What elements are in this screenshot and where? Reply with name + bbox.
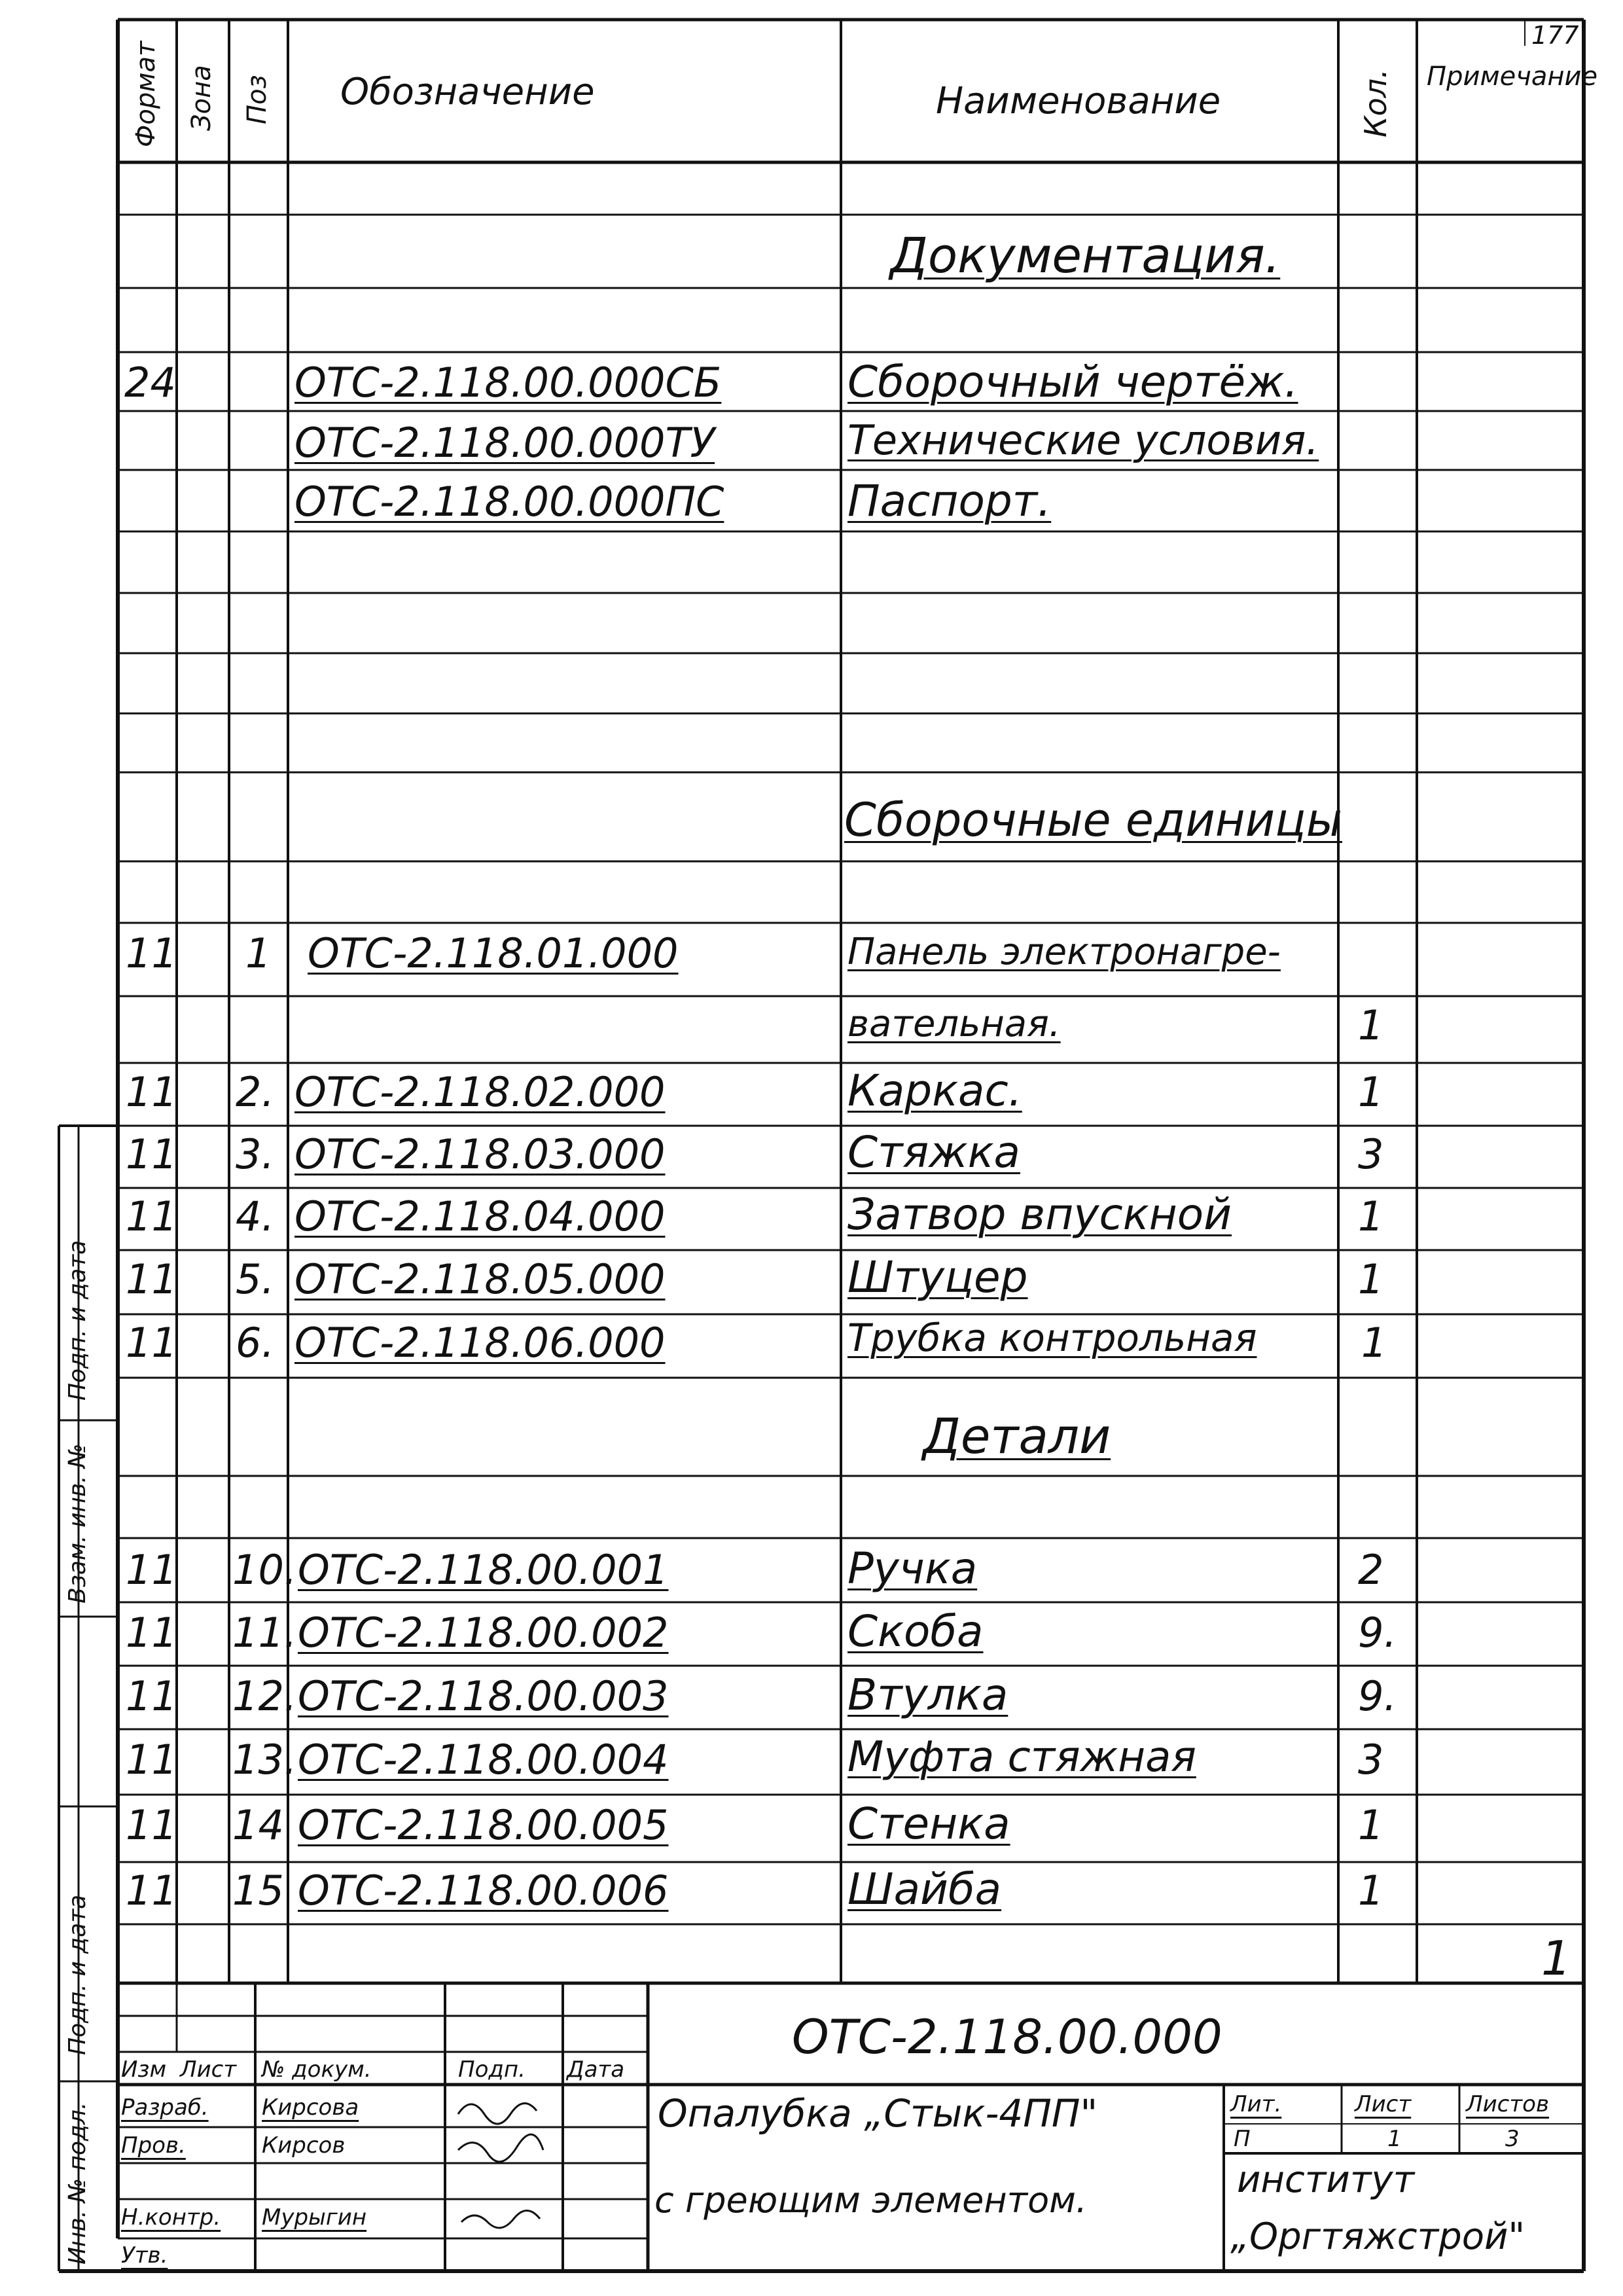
row-pos: 1	[245, 929, 272, 977]
row-format: 11	[126, 1736, 177, 1784]
row-qty: 1	[1358, 1193, 1384, 1240]
row-name: Затвор впускной	[847, 1189, 1232, 1240]
row-name: Каркас.	[847, 1066, 1022, 1116]
row-qty: 3	[1358, 1130, 1384, 1178]
row-pos: 2.	[236, 1068, 275, 1116]
doc-row-format: 24	[124, 359, 176, 406]
row-name: Ручка	[847, 1543, 978, 1594]
tb-role-utv: Утв.	[121, 2242, 168, 2269]
row-designation: ОТС-2.118.00.002	[298, 1609, 669, 1657]
header-format: Формат	[131, 41, 161, 147]
tb-col-ndok: № докум.	[262, 2056, 372, 2083]
header-designation: Обозначение	[340, 71, 595, 113]
signature-marks	[452, 2088, 556, 2238]
row-name: Штуцер	[847, 1252, 1028, 1302]
section-parts: Детали	[923, 1408, 1111, 1465]
row-name: Скоба	[847, 1606, 984, 1657]
row-qty: 2	[1358, 1546, 1384, 1594]
tb-col-data: Дата	[567, 2056, 625, 2083]
row-name: Муфта стяжная	[847, 1733, 1196, 1782]
side-stamp-replace-inv: Взам. инв. №	[64, 1443, 91, 1604]
doc-row-name: Сборочный чертёж.	[847, 357, 1298, 407]
row-name: Втулка	[847, 1670, 1008, 1720]
row-designation: ОТС-2.118.00.005	[298, 1801, 669, 1849]
header-note: Примечание	[1427, 62, 1598, 92]
tb-sheets-value: 3	[1505, 2126, 1520, 2152]
tb-lit-value: П	[1234, 2126, 1251, 2152]
row-qty: 1	[1361, 1319, 1387, 1367]
header-name: Наименование	[936, 80, 1221, 122]
row-designation: ОТС-2.118.00.004	[298, 1736, 669, 1784]
title-doc-number: ОТС-2.118.00.000	[792, 2009, 1222, 2064]
row-qty: 1	[1358, 1255, 1384, 1303]
tb-col-podp: Подп.	[458, 2056, 526, 2083]
row-designation: ОТС-2.118.01.000	[308, 929, 679, 977]
row-qty: 9.	[1358, 1672, 1397, 1720]
row-format: 11	[126, 1319, 177, 1367]
row-pos: 4.	[236, 1193, 275, 1240]
row-format: 11	[126, 1801, 177, 1849]
row-format: 11	[126, 1672, 177, 1720]
side-stamp-inv-number: Инв. № подл.	[64, 2102, 91, 2265]
title-org-line-2: „Оргтяжстрой"	[1230, 2215, 1525, 2258]
doc-row-name: Технические условия.	[847, 416, 1319, 464]
row-name: Панель электронагре-	[847, 931, 1281, 973]
sheet-mark: 1	[1541, 1931, 1571, 1986]
row-qty: 1	[1358, 1801, 1384, 1849]
row-pos: 15	[232, 1867, 284, 1914]
row-name: Стяжка	[847, 1127, 1020, 1177]
tb-sheet-label: Лист	[1355, 2091, 1412, 2117]
page-number-top: 177	[1531, 21, 1579, 50]
side-stamp-sign-date: Подп. и дата	[64, 1240, 91, 1401]
row-designation: ОТС-2.118.00.006	[298, 1867, 669, 1914]
row-format: 11	[126, 1130, 177, 1178]
row-designation: ОТС-2.118.06.000	[294, 1319, 666, 1367]
row-qty: 1	[1358, 1001, 1384, 1049]
row-qty: 1	[1358, 1867, 1384, 1914]
header-pos: Поз	[242, 75, 272, 124]
row-name: вательная.	[847, 1003, 1061, 1045]
doc-row-name: Паспорт.	[847, 476, 1052, 526]
side-stamp-sign-date-2: Подп. и дата	[64, 1894, 91, 2055]
row-designation: ОТС-2.118.03.000	[294, 1130, 666, 1178]
row-pos: 6.	[236, 1319, 275, 1367]
row-format: 11	[126, 1609, 177, 1657]
title-line-1: Опалубка „Стык-4ПП"	[658, 2091, 1098, 2136]
header-zone: Зона	[187, 65, 217, 131]
row-format: 11	[126, 1546, 177, 1594]
doc-row-designation: ОТС-2.118.00.000СБ	[294, 359, 722, 406]
tb-col-izm: Изм	[121, 2056, 167, 2083]
tb-sheets-label: Листов	[1466, 2091, 1550, 2117]
row-qty: 3	[1358, 1736, 1384, 1784]
row-qty: 1	[1358, 1068, 1384, 1116]
doc-row-designation: ОТС-2.118.00.000ПС	[294, 478, 724, 526]
tb-name-razrab: Кирсова	[262, 2094, 359, 2121]
tb-role-nkontr: Н.контр.	[121, 2204, 221, 2231]
row-format: 11	[126, 1867, 177, 1914]
row-pos: 12.	[232, 1672, 297, 1720]
row-format: 11	[126, 1068, 177, 1116]
row-name: Стенка	[847, 1799, 1010, 1849]
row-designation: ОТС-2.118.05.000	[294, 1255, 666, 1303]
row-name: Шайба	[847, 1864, 1002, 1914]
row-qty: 9.	[1358, 1609, 1397, 1657]
row-format: 11	[126, 929, 177, 977]
tb-sheet-value: 1	[1387, 2126, 1402, 2152]
section-documentation: Документация.	[890, 228, 1281, 284]
tb-col-list: Лист	[180, 2056, 237, 2083]
row-pos: 5.	[236, 1255, 275, 1303]
row-designation: ОТС-2.118.00.001	[298, 1546, 669, 1594]
row-designation: ОТС-2.118.04.000	[294, 1193, 666, 1240]
tb-name-nkontr: Мурыгин	[262, 2204, 367, 2231]
tb-name-prov: Кирсов	[262, 2132, 346, 2159]
row-name: Трубка контрольная	[847, 1316, 1257, 1360]
row-pos: 11.	[232, 1609, 297, 1657]
title-line-2: с греющим элементом.	[654, 2179, 1088, 2221]
row-pos: 3.	[236, 1130, 275, 1178]
tb-role-prov: Пров.	[121, 2132, 186, 2159]
row-pos: 13.	[232, 1736, 297, 1784]
row-designation: ОТС-2.118.00.003	[298, 1672, 669, 1720]
section-assemblies: Сборочные единицы	[844, 793, 1342, 847]
row-designation: ОТС-2.118.02.000	[294, 1068, 666, 1116]
row-format: 11	[126, 1193, 177, 1240]
row-pos: 14	[232, 1801, 284, 1849]
row-pos: 10.	[232, 1546, 297, 1594]
title-org-line-1: институт	[1237, 2159, 1415, 2201]
header-qty: Кол.	[1358, 69, 1393, 137]
doc-row-designation: ОТС-2.118.00.000ТУ	[294, 419, 715, 467]
tb-lit-label: Лит.	[1230, 2091, 1282, 2117]
tb-role-razrab: Разраб.	[121, 2094, 209, 2121]
row-format: 11	[126, 1255, 177, 1303]
